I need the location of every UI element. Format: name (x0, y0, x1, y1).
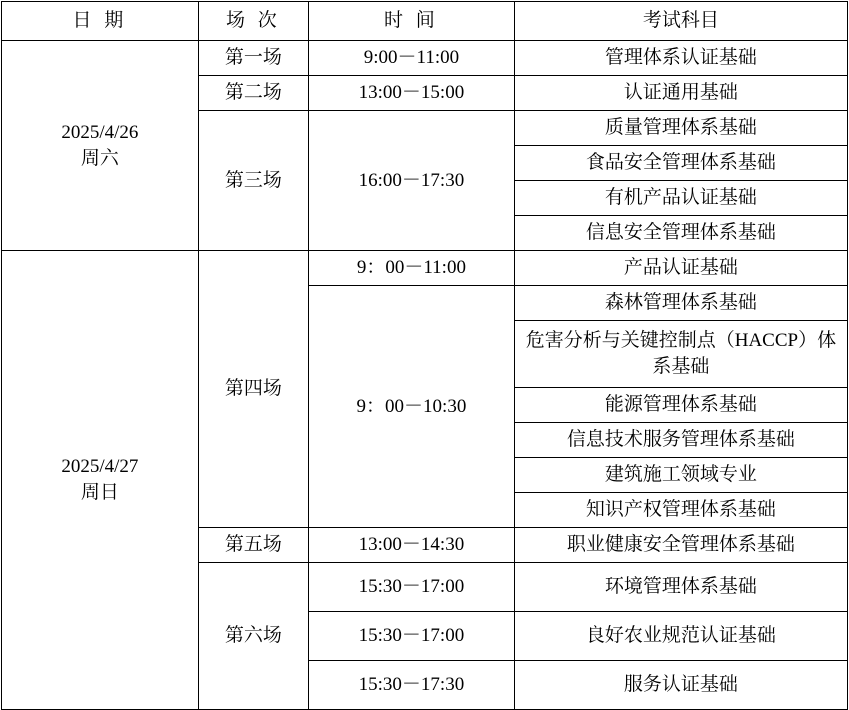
time-cell: 16:00－17:30 (309, 111, 515, 251)
time-cell: 9：00－10:30 (309, 286, 515, 528)
session-cell: 第二场 (198, 76, 308, 111)
time-cell: 13:00－15:00 (309, 76, 515, 111)
session-cell: 第六场 (198, 563, 308, 710)
time-cell: 15:30－17:00 (309, 612, 515, 661)
subject-cell: 认证通用基础 (514, 76, 847, 111)
time-cell: 13:00－14:30 (309, 528, 515, 563)
subject-cell: 建筑施工领域专业 (514, 458, 847, 493)
subject-cell: 知识产权管理体系基础 (514, 493, 847, 528)
table-header-row (2, 2, 848, 41)
subject-cell: 食品安全管理体系基础 (514, 146, 847, 181)
subject-cell: 服务认证基础 (514, 661, 847, 710)
subject-cell: 产品认证基础 (514, 251, 847, 286)
subject-cell: 职业健康安全管理体系基础 (514, 528, 847, 563)
date-cell-day2 (2, 251, 199, 710)
subject-cell: 良好农业规范认证基础 (514, 612, 847, 661)
session-cell: 第三场 (198, 111, 308, 251)
subject-cell: 有机产品认证基础 (514, 181, 847, 216)
time-cell: 9：00－11:00 (309, 251, 515, 286)
subject-cell: 森林管理体系基础 (514, 286, 847, 321)
table-header (2, 2, 848, 41)
column-header-time: 时 间 (309, 2, 515, 41)
date-line2: 周六 (80, 147, 119, 169)
subject-cell: 管理体系认证基础 (514, 41, 847, 76)
session-cell: 第四场 (198, 251, 308, 528)
date-line1: 2025/4/27 (61, 456, 139, 478)
column-header-date: 日 期 (2, 2, 199, 41)
session-cell: 第一场 (198, 41, 308, 76)
column-header-session: 场 次 (198, 2, 308, 41)
subject-cell: 能源管理体系基础 (514, 388, 847, 423)
date-cell-day1 (2, 41, 199, 251)
date-line1: 2025/4/26 (61, 121, 139, 143)
date-line2: 周日 (80, 482, 119, 503)
subject-cell: 信息技术服务管理体系基础 (514, 423, 847, 458)
time-cell: 15:30－17:00 (309, 563, 515, 612)
table-body (2, 41, 848, 710)
exam-schedule-table (1, 1, 848, 710)
subject-cell: 环境管理体系基础 (514, 563, 847, 612)
subject-cell (514, 321, 847, 388)
session-cell: 第五场 (198, 528, 308, 563)
subject-cell: 质量管理体系基础 (514, 111, 847, 146)
subject-text: 危害分析与关键控制点（HACCP）体系基础 (525, 330, 837, 377)
table-row (2, 41, 848, 76)
subject-cell: 信息安全管理体系基础 (514, 216, 847, 251)
time-cell: 15:30－17:30 (309, 661, 515, 710)
column-header-subject: 考试科目 (514, 2, 847, 41)
time-cell: 9:00－11:00 (309, 41, 515, 76)
table-row (2, 251, 848, 286)
